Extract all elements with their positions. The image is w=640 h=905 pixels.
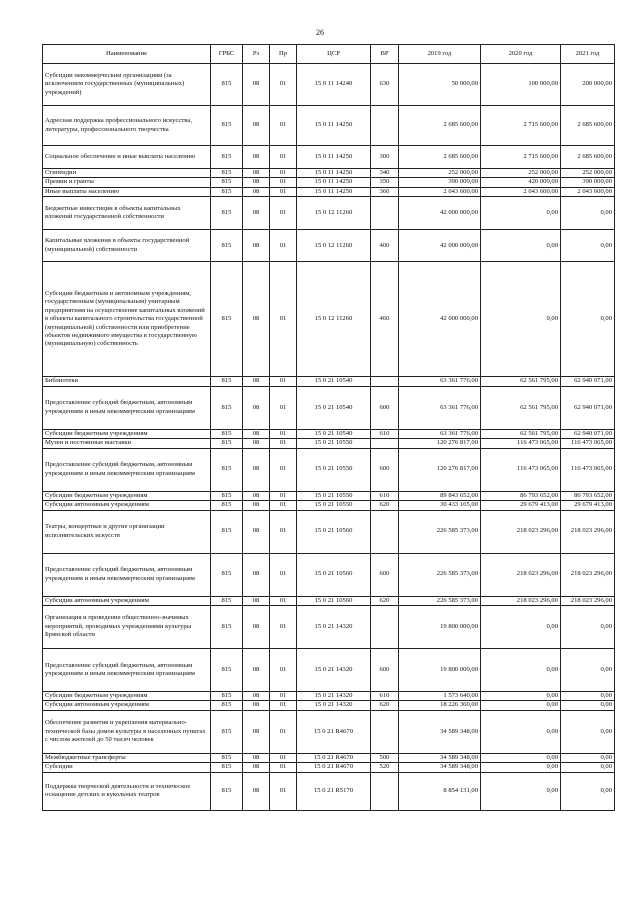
column-header-2019: 2019 год [399,45,481,64]
cell-y2019: 252 000,00 [399,169,481,178]
cell-y2019: 42 000 000,00 [399,262,481,377]
cell-y2021: 2 685 600,00 [561,106,615,146]
cell-pr: 01 [270,146,297,169]
table-row [43,763,615,772]
table-row [43,596,615,605]
cell-grbs: 815 [211,439,243,448]
cell-vr: 400 [371,230,399,262]
cell-y2021: 0,00 [561,763,615,772]
column-header-vr: ВР [371,45,399,64]
cell-y2019: 42 000 000,00 [399,230,481,262]
cell-csr: 15 0 21 10560 [297,510,371,553]
cell-y2019: 34 589 348,00 [399,753,481,762]
cell-y2020: 116 473 065,00 [481,439,561,448]
cell-csr: 15 0 21 14320 [297,605,371,648]
cell-grbs: 815 [211,596,243,605]
cell-name: Капитальные вложения в объекты государственной (муниципальной) собственности [43,230,211,262]
cell-y2019: 2 685 600,00 [399,146,481,169]
cell-y2019: 2 043 600,00 [399,187,481,196]
cell-y2019: 390 000,00 [399,178,481,187]
table-row [43,106,615,146]
cell-rz: 08 [243,386,270,429]
cell-rz: 08 [243,596,270,605]
cell-grbs: 815 [211,710,243,753]
cell-y2021: 0,00 [561,701,615,710]
cell-vr: 600 [371,553,399,596]
cell-y2020: 0,00 [481,262,561,377]
cell-csr: 15 0 11 14250 [297,178,371,187]
cell-vr: 520 [371,763,399,772]
cell-csr: 15 0 21 10540 [297,377,371,386]
cell-pr: 01 [270,439,297,448]
cell-y2020: 0,00 [481,605,561,648]
cell-y2019: 18 226 360,00 [399,701,481,710]
cell-grbs: 815 [211,553,243,596]
cell-csr: 15 0 21 14320 [297,701,371,710]
cell-y2020: 62 561 795,00 [481,429,561,438]
cell-pr: 01 [270,197,297,230]
cell-rz: 08 [243,64,270,106]
cell-grbs: 815 [211,448,243,491]
column-header-name: Наименование [43,45,211,64]
table-row [43,710,615,753]
cell-name: Театры, концертные и другие организации исполнительских искусств [43,510,211,553]
cell-name: Предоставление субсидий бюджетным, автономным учреждениям и иным некоммерческим организациям [43,553,211,596]
cell-y2021: 86 793 652,00 [561,491,615,500]
cell-pr: 01 [270,491,297,500]
cell-csr: 15 0 21 10540 [297,429,371,438]
cell-grbs: 815 [211,64,243,106]
cell-pr: 01 [270,510,297,553]
cell-rz: 08 [243,106,270,146]
page-number: 26 [316,28,324,37]
cell-y2019: 19 800 000,00 [399,605,481,648]
cell-vr [371,439,399,448]
cell-rz: 08 [243,187,270,196]
cell-grbs: 815 [211,386,243,429]
cell-csr: 15 0 11 14240 [297,64,371,106]
cell-y2021: 62 940 071,00 [561,429,615,438]
cell-rz: 08 [243,510,270,553]
cell-y2021: 2 685 600,00 [561,146,615,169]
cell-vr [371,197,399,230]
cell-pr: 01 [270,64,297,106]
cell-rz: 08 [243,439,270,448]
cell-name: Социальное обеспечение и иные выплаты населению [43,146,211,169]
table-row [43,553,615,596]
cell-rz: 08 [243,710,270,753]
cell-csr: 15 0 21 R4670 [297,710,371,753]
cell-csr: 15 0 12 11260 [297,230,371,262]
cell-y2020: 62 561 795,00 [481,377,561,386]
table-row [43,187,615,196]
cell-pr: 01 [270,691,297,700]
table-row [43,701,615,710]
cell-y2019: 19 800 000,00 [399,648,481,691]
cell-rz: 08 [243,701,270,710]
cell-y2019: 30 433 165,00 [399,501,481,510]
cell-grbs: 815 [211,753,243,762]
cell-vr: 600 [371,386,399,429]
cell-y2021: 0,00 [561,648,615,691]
cell-csr: 15 0 11 14250 [297,106,371,146]
table-row [43,197,615,230]
table-row [43,605,615,648]
cell-y2021: 29 679 413,00 [561,501,615,510]
cell-pr: 01 [270,386,297,429]
cell-y2020: 0,00 [481,691,561,700]
cell-vr [371,106,399,146]
cell-y2020: 0,00 [481,701,561,710]
cell-rz: 08 [243,691,270,700]
cell-pr: 01 [270,262,297,377]
table-row [43,772,615,810]
cell-y2021: 116 473 065,00 [561,439,615,448]
cell-rz: 08 [243,377,270,386]
cell-csr: 15 0 12 11260 [297,197,371,230]
cell-csr: 15 0 11 14250 [297,169,371,178]
cell-rz: 08 [243,178,270,187]
cell-pr: 01 [270,763,297,772]
cell-rz: 08 [243,753,270,762]
cell-name: Организация и проведение общественно-значимых мероприятий, проводимых учреждениями культуры Брянской области [43,605,211,648]
cell-y2020: 252 000,00 [481,169,561,178]
cell-vr: 600 [371,448,399,491]
cell-y2020: 218 023 296,00 [481,510,561,553]
cell-name: Субсидии бюджетным учреждениям [43,691,211,700]
cell-y2021: 390 000,00 [561,178,615,187]
cell-vr [371,377,399,386]
cell-y2019: 1 573 640,00 [399,691,481,700]
cell-vr: 360 [371,187,399,196]
cell-csr: 15 0 21 10550 [297,439,371,448]
cell-y2021: 0,00 [561,710,615,753]
cell-vr [371,510,399,553]
cell-y2021: 200 000,00 [561,64,615,106]
cell-y2021: 2 043 600,00 [561,187,615,196]
cell-y2021: 0,00 [561,197,615,230]
cell-y2021: 0,00 [561,262,615,377]
cell-rz: 08 [243,429,270,438]
table-row [43,448,615,491]
cell-pr: 01 [270,178,297,187]
cell-csr: 15 0 21 R5170 [297,772,371,810]
cell-y2019: 226 585 373,00 [399,510,481,553]
cell-vr: 620 [371,596,399,605]
cell-vr: 300 [371,146,399,169]
table-row [43,501,615,510]
table-row [43,169,615,178]
cell-name: Субсидии бюджетным учреждениям [43,491,211,500]
cell-csr: 15 0 21 14320 [297,691,371,700]
cell-vr: 620 [371,701,399,710]
cell-csr: 15 0 11 14250 [297,146,371,169]
cell-name: Межбюджетные трансферты [43,753,211,762]
cell-grbs: 815 [211,178,243,187]
cell-pr: 01 [270,187,297,196]
cell-vr: 630 [371,64,399,106]
cell-y2020: 2 715 600,00 [481,106,561,146]
cell-y2020: 0,00 [481,648,561,691]
table-row [43,146,615,169]
cell-name: Бюджетные инвестиции в объекты капитальных вложений государственной собственности [43,197,211,230]
cell-y2020: 116 473 065,00 [481,448,561,491]
cell-name: Библиотеки [43,377,211,386]
cell-y2020: 0,00 [481,763,561,772]
cell-grbs: 815 [211,763,243,772]
table-row [43,64,615,106]
cell-y2021: 218 023 296,00 [561,553,615,596]
table-body [43,64,615,811]
cell-csr: 15 0 21 R4670 [297,763,371,772]
cell-pr: 01 [270,169,297,178]
cell-pr: 01 [270,429,297,438]
cell-grbs: 815 [211,106,243,146]
column-header-rz: Рз [243,45,270,64]
cell-y2020: 0,00 [481,197,561,230]
cell-y2019: 226 585 373,00 [399,553,481,596]
cell-y2020: 29 679 413,00 [481,501,561,510]
cell-y2021: 0,00 [561,230,615,262]
cell-grbs: 815 [211,691,243,700]
cell-csr: 15 0 21 10540 [297,386,371,429]
cell-rz: 08 [243,763,270,772]
cell-vr [371,605,399,648]
cell-y2020: 218 023 296,00 [481,553,561,596]
column-header-2020: 2020 год [481,45,561,64]
cell-y2020: 2 043 600,00 [481,187,561,196]
table-row [43,377,615,386]
cell-name: Субсидии некоммерческим организациям (за исключением государственных (муниципальных) учреждений) [43,64,211,106]
cell-pr: 01 [270,106,297,146]
cell-name: Предоставление субсидий бюджетным, автономным учреждениям и иным некоммерческим организациям [43,386,211,429]
cell-y2019: 89 843 652,00 [399,491,481,500]
cell-y2021: 252 000,00 [561,169,615,178]
cell-y2019: 120 276 817,00 [399,448,481,491]
cell-pr: 01 [270,772,297,810]
cell-vr: 350 [371,178,399,187]
cell-vr: 610 [371,429,399,438]
cell-name: Субсидии [43,763,211,772]
budget-table [42,44,615,811]
cell-y2021: 0,00 [561,605,615,648]
cell-name: Субсидии автономным учреждениям [43,596,211,605]
cell-grbs: 815 [211,429,243,438]
cell-y2021: 116 473 065,00 [561,448,615,491]
cell-y2019: 34 589 348,00 [399,710,481,753]
cell-rz: 08 [243,230,270,262]
cell-csr: 15 0 11 14250 [297,187,371,196]
cell-y2021: 218 023 296,00 [561,596,615,605]
cell-rz: 08 [243,648,270,691]
cell-y2019: 63 361 776,00 [399,429,481,438]
cell-pr: 01 [270,501,297,510]
table-row [43,178,615,187]
cell-csr: 15 0 21 14320 [297,648,371,691]
cell-grbs: 815 [211,701,243,710]
cell-y2019: 50 000,00 [399,64,481,106]
cell-vr: 500 [371,753,399,762]
cell-csr: 15 0 21 10550 [297,501,371,510]
cell-y2021: 0,00 [561,753,615,762]
cell-pr: 01 [270,596,297,605]
cell-csr: 15 0 12 11260 [297,262,371,377]
cell-y2021: 0,00 [561,772,615,810]
cell-grbs: 815 [211,230,243,262]
table-header-row [43,45,615,64]
cell-grbs: 815 [211,491,243,500]
cell-pr: 01 [270,710,297,753]
cell-grbs: 815 [211,169,243,178]
cell-vr: 340 [371,169,399,178]
table-row [43,386,615,429]
cell-y2021: 62 940 071,00 [561,386,615,429]
cell-name: Музеи и постоянные выставки [43,439,211,448]
cell-rz: 08 [243,491,270,500]
cell-name: Иные выплаты населению [43,187,211,196]
cell-vr: 620 [371,501,399,510]
cell-y2020: 86 793 652,00 [481,491,561,500]
cell-y2020: 0,00 [481,772,561,810]
table-row [43,510,615,553]
cell-csr: 15 0 21 10560 [297,553,371,596]
cell-grbs: 815 [211,377,243,386]
table-row [43,262,615,377]
cell-y2019: 63 361 776,00 [399,377,481,386]
cell-y2019: 2 685 600,00 [399,106,481,146]
cell-csr: 15 0 21 10560 [297,596,371,605]
cell-vr: 610 [371,691,399,700]
cell-pr: 01 [270,648,297,691]
cell-name: Адресная поддержка профессионального искусства, литературы, профессионального творчества [43,106,211,146]
cell-y2019: 42 000 000,00 [399,197,481,230]
cell-grbs: 815 [211,197,243,230]
cell-y2020: 0,00 [481,710,561,753]
cell-csr: 15 0 21 10550 [297,448,371,491]
cell-rz: 08 [243,169,270,178]
cell-y2021: 218 023 296,00 [561,510,615,553]
cell-grbs: 815 [211,772,243,810]
cell-grbs: 815 [211,648,243,691]
cell-pr: 01 [270,377,297,386]
cell-name: Поддержка творческой деятельности и техническое оснащение детских и кукольных театров [43,772,211,810]
cell-grbs: 815 [211,262,243,377]
cell-vr [371,772,399,810]
cell-y2019: 34 589 348,00 [399,763,481,772]
cell-name: Субсидии бюджетным и автономным учреждениям, государственным (муниципальным) унитарным предприятиям на осуществление капитальных вложений в объекты капитального строительства государственной (муниципальной) собственности или приобретение объектов недвижимого имущества в государственную (муниципальную) собственность [43,262,211,377]
cell-name: Предоставление субсидий бюджетным, автономным учреждениям и иным некоммерческим организациям [43,648,211,691]
cell-rz: 08 [243,605,270,648]
cell-pr: 01 [270,230,297,262]
cell-name: Субсидии бюджетным учреждениям [43,429,211,438]
cell-grbs: 815 [211,146,243,169]
cell-rz: 08 [243,197,270,230]
cell-rz: 08 [243,262,270,377]
cell-pr: 01 [270,553,297,596]
cell-pr: 01 [270,605,297,648]
cell-y2020: 100 000,00 [481,64,561,106]
cell-y2019: 8 854 131,00 [399,772,481,810]
table-row [43,648,615,691]
cell-csr: 15 0 21 R4670 [297,753,371,762]
cell-vr: 610 [371,491,399,500]
table-row [43,230,615,262]
cell-y2020: 0,00 [481,753,561,762]
cell-grbs: 815 [211,510,243,553]
table-row [43,491,615,500]
cell-rz: 08 [243,501,270,510]
cell-name: Стипендии [43,169,211,178]
column-header-2021: 2021 год [561,45,615,64]
cell-y2019: 63 361 776,00 [399,386,481,429]
cell-vr: 600 [371,648,399,691]
cell-y2021: 0,00 [561,691,615,700]
table-row [43,439,615,448]
column-header-pr: Пр [270,45,297,64]
cell-pr: 01 [270,753,297,762]
cell-grbs: 815 [211,605,243,648]
column-header-csr: ЦСР [297,45,371,64]
cell-grbs: 815 [211,187,243,196]
cell-y2020: 62 561 795,00 [481,386,561,429]
cell-rz: 08 [243,146,270,169]
cell-csr: 15 0 21 10550 [297,491,371,500]
cell-y2020: 420 000,00 [481,178,561,187]
cell-name: Субсидии автономным учреждениям [43,501,211,510]
cell-vr: 460 [371,262,399,377]
cell-name: Премии и гранты [43,178,211,187]
cell-vr [371,710,399,753]
cell-y2019: 226 585 373,00 [399,596,481,605]
cell-y2020: 2 715 600,00 [481,146,561,169]
cell-y2020: 0,00 [481,230,561,262]
table-row [43,429,615,438]
column-header-grbs: ГРБС [211,45,243,64]
cell-name: Предоставление субсидий бюджетным, автономным учреждениям и иным некоммерческим организациям [43,448,211,491]
cell-pr: 01 [270,448,297,491]
cell-pr: 01 [270,701,297,710]
cell-grbs: 815 [211,501,243,510]
cell-y2020: 218 023 296,00 [481,596,561,605]
cell-rz: 08 [243,448,270,491]
cell-name: Обеспечение развития и укрепления материально-технической базы домов культуры в населенных пунктах с числом жителей до 50 тысяч человек [43,710,211,753]
table-row [43,691,615,700]
cell-name: Субсидии автономным учреждениям [43,701,211,710]
cell-rz: 08 [243,772,270,810]
cell-rz: 08 [243,553,270,596]
cell-y2021: 62 940 071,00 [561,377,615,386]
table-row [43,753,615,762]
cell-y2019: 120 276 817,00 [399,439,481,448]
